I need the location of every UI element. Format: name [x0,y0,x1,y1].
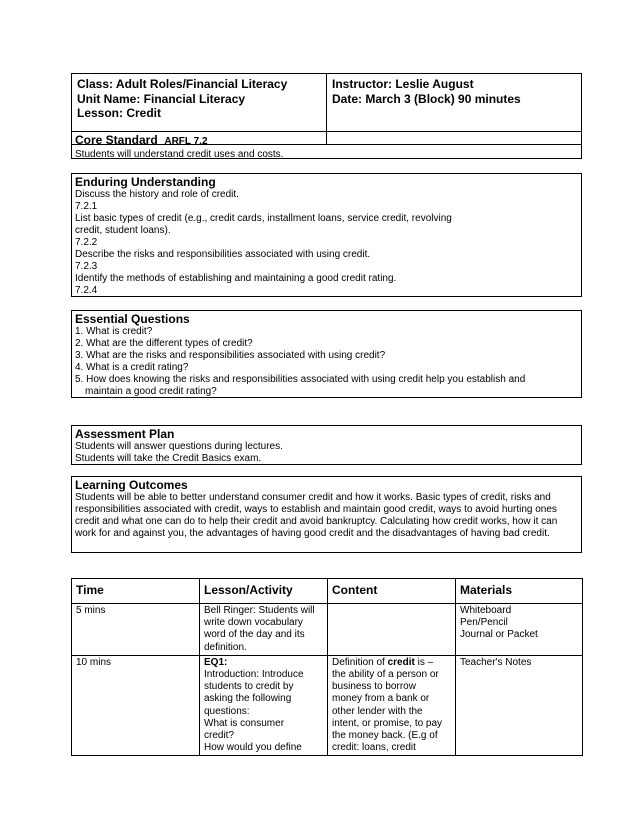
learning-outcomes-section [71,476,582,553]
eu-line: 7.2.3 [75,261,98,272]
activity-line: credit? [204,730,235,742]
enduring-understanding-title: Enduring Understanding [75,175,216,189]
content-line: other lender with the [332,705,423,717]
material-item: Pen/Pencil [460,617,508,629]
eu-line: 7.2.2 [75,237,98,248]
row1-content [328,604,456,656]
row2-activity [200,655,328,756]
eq-item: 3. What are the risks and responsibilities associated with using credit? [75,350,386,361]
content-line: business to borrow [332,681,416,693]
eq-item: 2. What are the different types of credit? [75,338,253,349]
activity-line: What is consumer [204,717,285,729]
row1-materials [456,604,583,656]
content-suffix: is – [414,656,434,668]
header-time: Time [72,579,200,604]
activity-line: How would you define [204,742,302,754]
row2-time [72,655,200,756]
activity-line: students to credit by [204,681,294,693]
activity-line: Bell Ringer: Students will [204,605,315,616]
content-term: credit [387,656,415,668]
assessment-plan-title: Assessment Plan [75,427,175,441]
eq-label: EQ1: [204,656,228,668]
content-line: credit: loans, credit [332,742,416,754]
content-line: the money back. (E.g of [332,730,438,742]
core-standard-title: Core Standard [75,133,158,147]
content-line: the ability of a person or [332,669,439,681]
time-value: 5 mins [76,605,106,616]
essential-questions-title: Essential Questions [75,312,190,326]
unit-name: Unit Name: Financial Literacy [77,91,246,106]
learning-outcomes-text: Students will be able to better understand consumer credit and how it works. Basic types of credit, risks and responsibilities associated with credit, ways to establish and maintain good credit, ways to avoid hurting ones credit and what one can do to help their credit and avoid bankruptcy. Calculating how credit works, how it can work for and against you, the advantages of having good credit and the disadvantages of having bad credit. [75,492,558,539]
activity-line: definition. [204,641,247,653]
content-line: intent, or promise, to pay [332,717,443,729]
material-item: Whiteboard [460,605,512,616]
core-standard-heading [75,133,578,149]
material-item: Teacher's Notes [460,656,532,668]
eu-line: List basic types of credit (e.g., credit cards, installment loans, service credit, revolving [75,213,452,224]
core-standard-section [71,131,582,159]
eq-item: 5. How does knowing the risks and responsibilities associated with using credit help you establish and [75,374,526,385]
activity-line: word of the day and its [204,629,305,641]
activity-line: questions: [204,705,250,717]
core-standard-code: ARFL 7.2 [164,136,208,147]
lesson-table [71,578,583,756]
core-standard-text: Students will understand credit uses and costs. [75,149,284,160]
assessment-plan-section [71,425,582,465]
assessment-line: Students will take the Credit Basics exam. [75,453,262,464]
instructor: Instructor: Leslie August [332,77,474,91]
row2-materials [456,655,583,756]
row1-time [72,604,200,656]
table-row [72,604,583,656]
enduring-understanding-section [71,173,582,297]
header-materials: Materials [456,579,583,604]
activity-line: asking the following [204,693,292,705]
eq-item: 4. What is a credit rating? [75,362,189,373]
header-activity: Lesson/Activity [200,579,328,604]
date: Date: March 3 (Block) 90 minutes [332,91,521,106]
eu-line: Identify the methods of establishing and maintaining a good credit rating. [75,273,397,284]
content-line: money from a bank or [332,693,430,705]
activity-line: Introduction: Introduce [204,669,304,681]
eu-line: 7.2.4 [75,285,98,296]
eq-item: 1. What is credit? [75,326,153,337]
activity-line: write down vocabulary [204,617,303,629]
material-item: Journal or Packet [460,629,538,641]
content-prefix: Definition of [332,656,388,668]
essential-questions-section [71,310,582,398]
assessment-line: Students will answer questions during lectures. [75,441,283,452]
header-content: Content [328,579,456,604]
content-first-line [332,657,451,669]
lesson-name: Lesson: Credit [77,106,162,120]
eu-line: Discuss the history and role of credit. [75,189,239,200]
learning-outcomes-title: Learning Outcomes [75,478,188,492]
time-value: 10 mins [76,656,112,668]
class-name: Class: Adult Roles/Financial Literacy [77,77,288,91]
row2-content [328,655,456,756]
eu-line: 7.2.1 [75,201,98,212]
table-row [72,655,583,756]
eu-line: Describe the risks and responsibilities associated with using credit. [75,249,371,260]
eu-line: credit, student loans). [75,225,171,236]
table-header-row [72,579,583,604]
row1-activity [200,604,328,656]
eq-item: maintain a good credit rating? [85,386,217,397]
